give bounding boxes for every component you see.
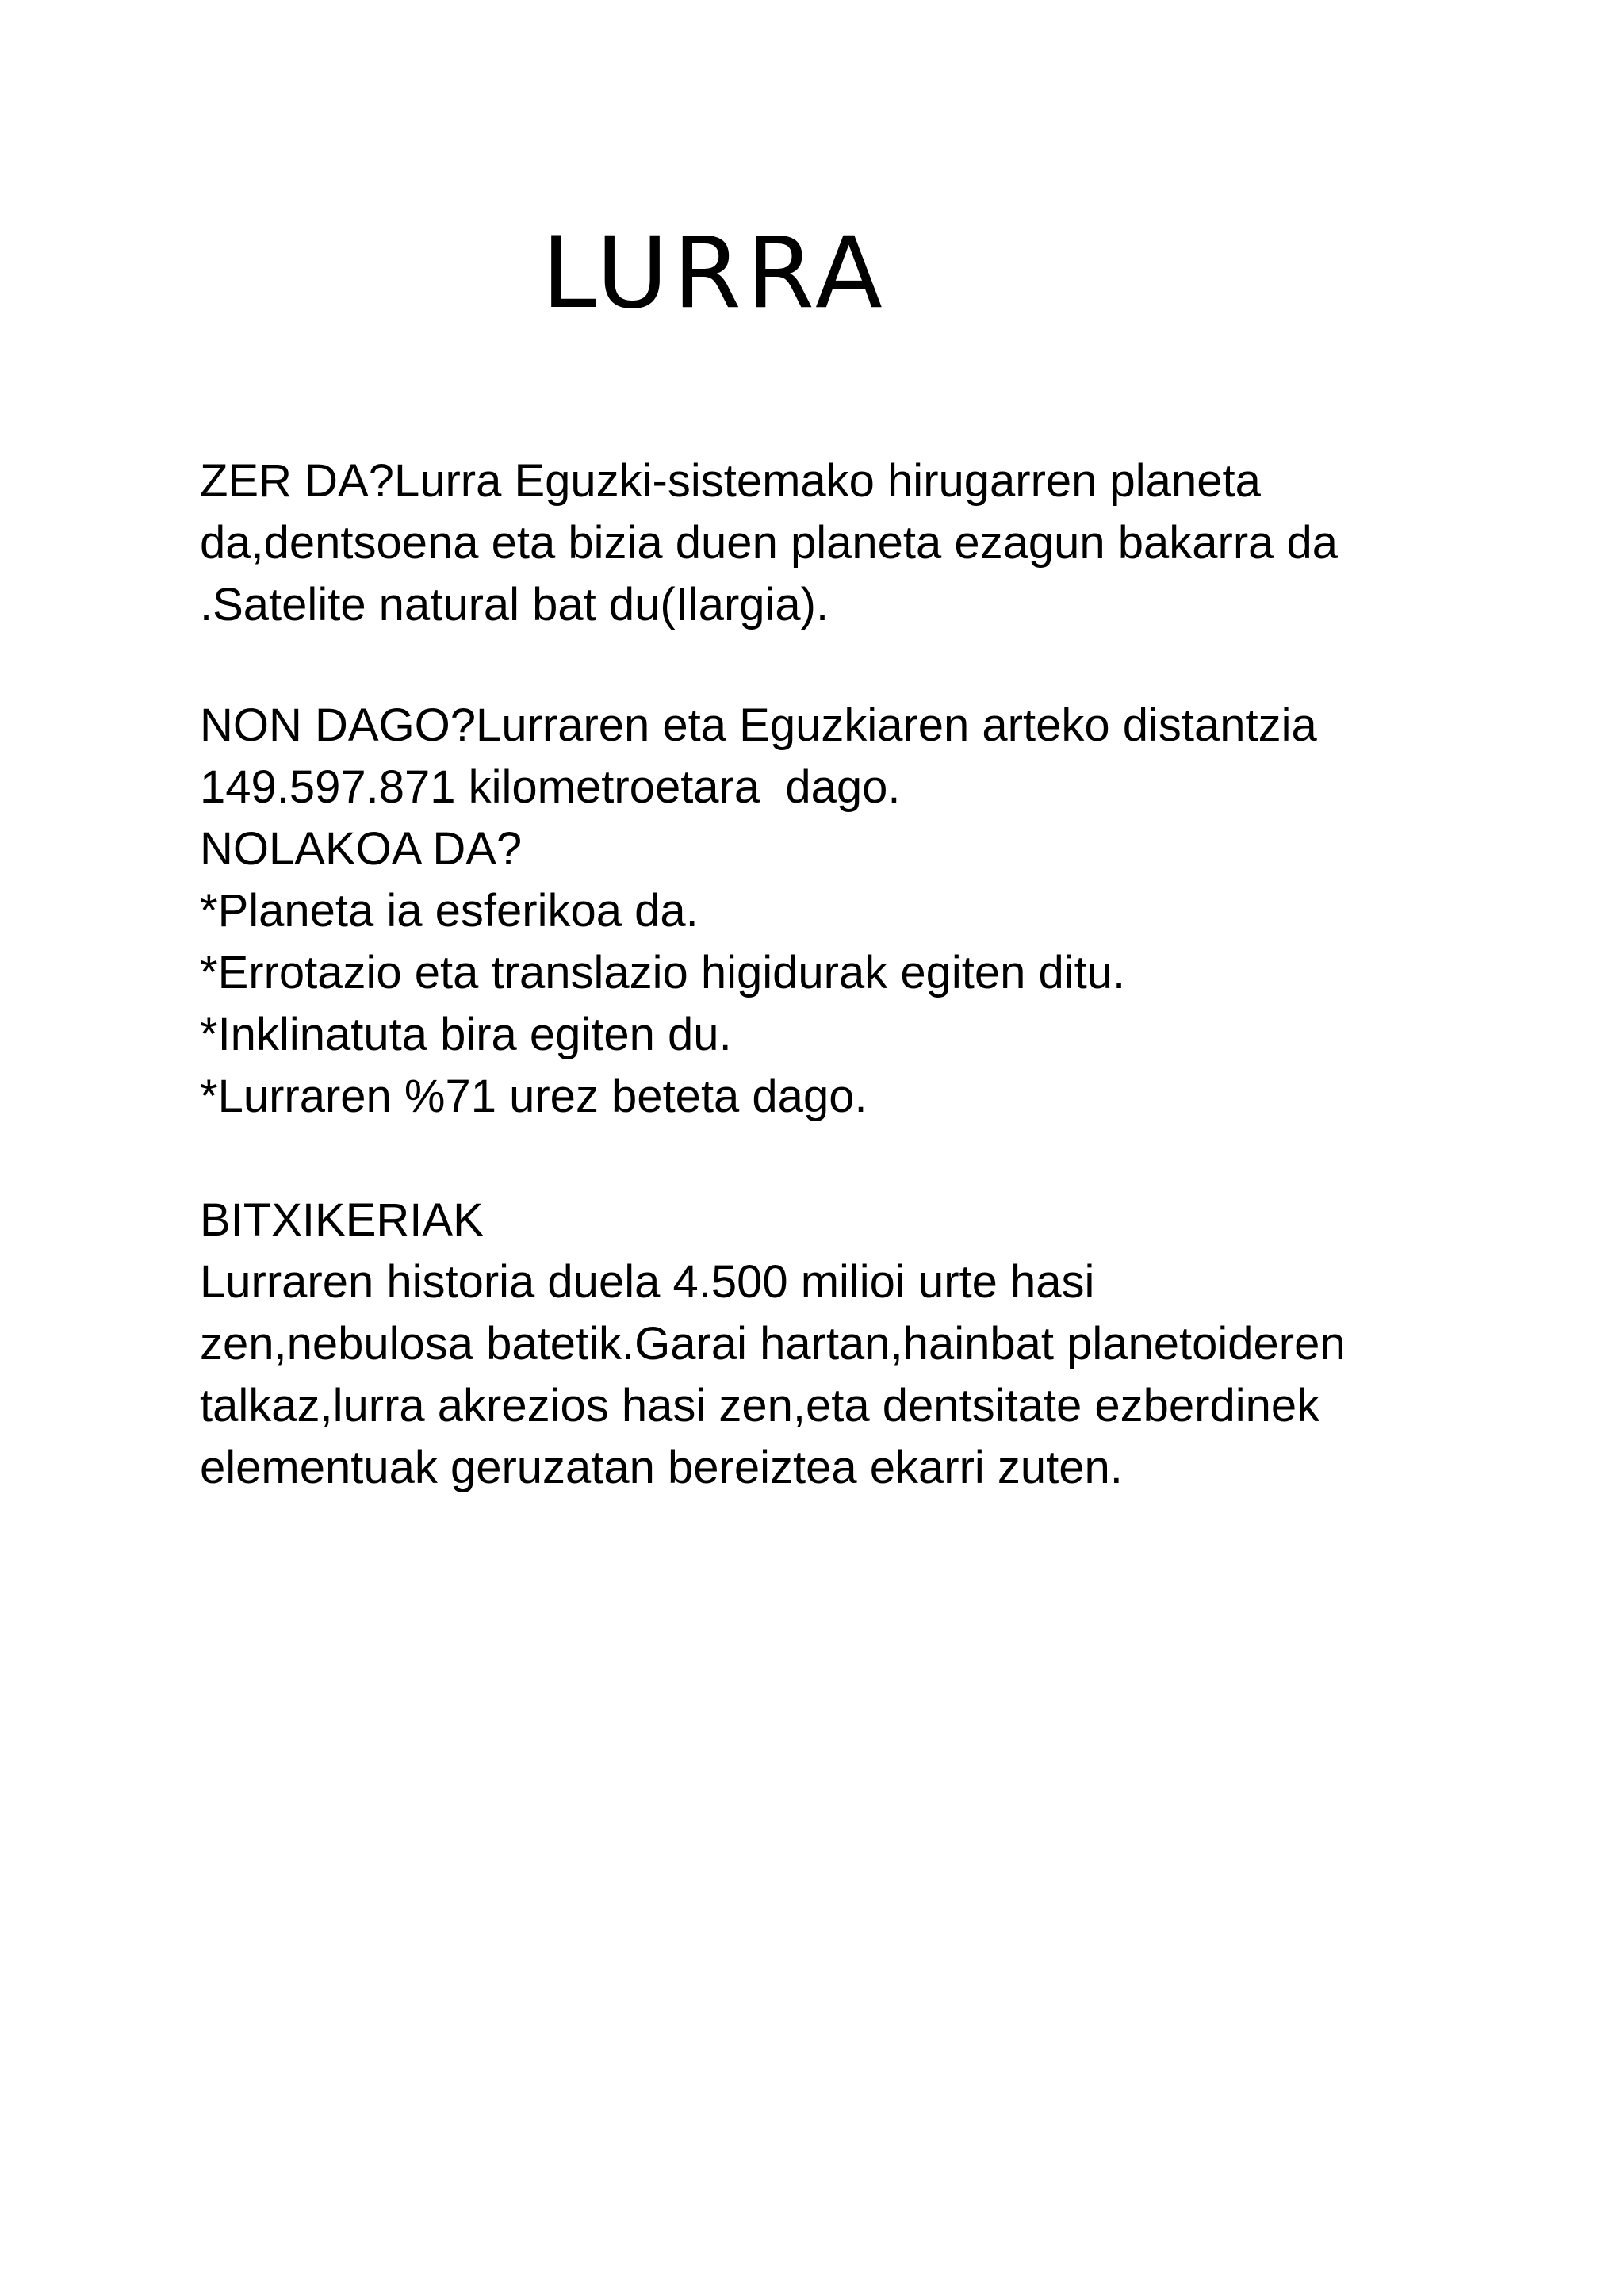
- text-line: *Inklinatuta bira egiten du.: [200, 1009, 732, 1060]
- section-bitxikeriak: [200, 1190, 1437, 1499]
- text-line: ZER DA?Lurra Eguzki-sistemako hirugarren planeta: [200, 455, 1261, 507]
- text-line: da,dentsoena eta bizia duen planeta ezagun bakarra da: [200, 517, 1339, 569]
- text-line: NOLAKOA DA?: [200, 823, 523, 875]
- page-title: LURRA: [542, 216, 887, 331]
- text-line: talkaz,lurra akrezios hasi zen,eta dentsitate ezberdinek: [200, 1380, 1320, 1431]
- text-line: 149.597.871 kilometroetara dago.: [200, 761, 901, 813]
- text-line: *Errotazio eta translazio higidurak egiten ditu.: [200, 947, 1126, 998]
- section-non-dago: [200, 695, 1437, 1128]
- text-line: Lurraren historia duela 4.500 milioi urte hasi: [200, 1256, 1095, 1308]
- text-line: zen,nebulosa batetik.Garai hartan,hainbat planetoideren: [200, 1318, 1346, 1370]
- text-line: .Satelite natural bat du(Ilargia).: [200, 579, 829, 630]
- text-line: *Lurraren %71 urez beteta dago.: [200, 1071, 868, 1122]
- text-line: BITXIKERIAK: [200, 1194, 484, 1246]
- text-line: *Planeta ia esferikoa da.: [200, 885, 699, 937]
- text-line: NON DAGO?Lurraren eta Eguzkiaren arteko distantzia: [200, 699, 1317, 751]
- section-zer-da: [200, 450, 1437, 636]
- text-line: elementuak geruzatan bereiztea ekarri zuten.: [200, 1442, 1123, 1493]
